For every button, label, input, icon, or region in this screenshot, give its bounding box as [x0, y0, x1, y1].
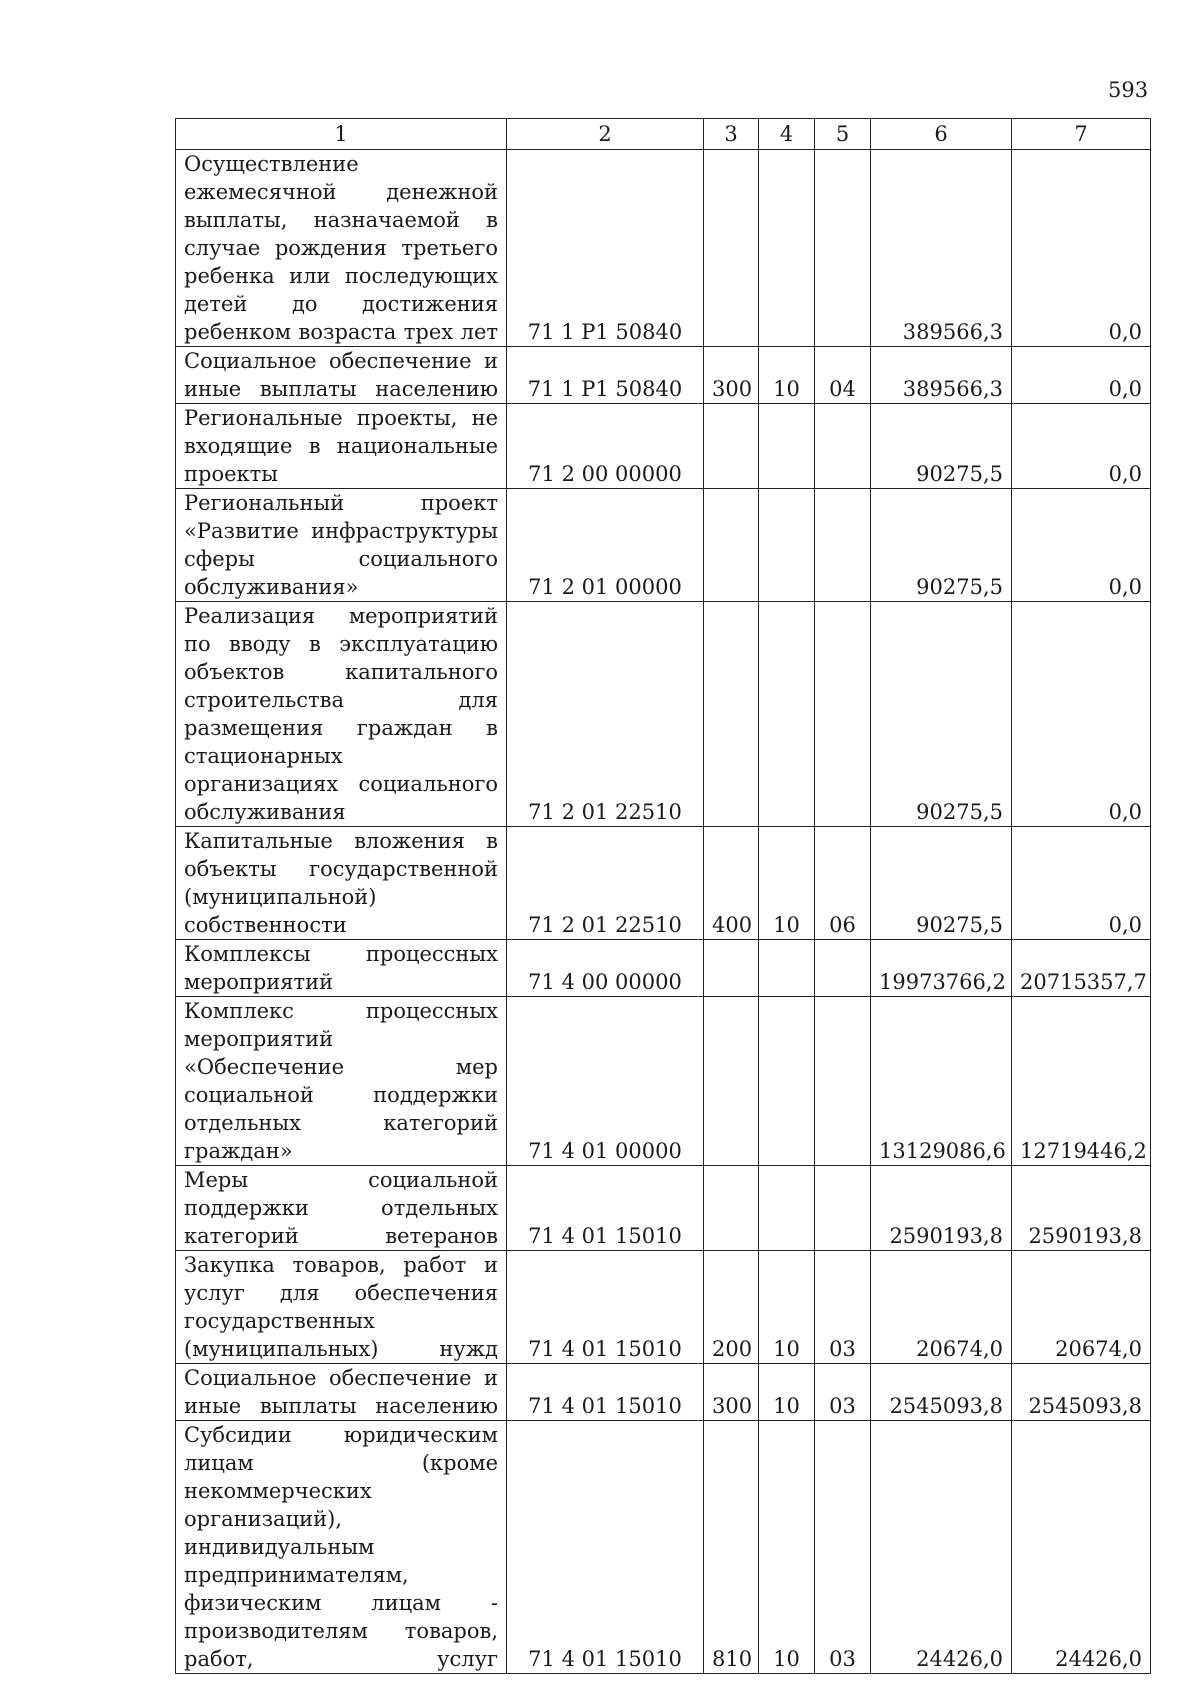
- cell-amount-year-1: 20674,0: [871, 1251, 1012, 1364]
- column-header: 7: [1012, 119, 1151, 150]
- cell-section: 10: [759, 1421, 815, 1674]
- cell-target-code: 71 4 01 00000: [507, 997, 704, 1166]
- table-row: [176, 997, 1151, 1166]
- table-body: [176, 150, 1151, 1674]
- cell-expense-type: 300: [704, 1364, 759, 1421]
- column-header: 2: [507, 119, 704, 150]
- cell-amount-year-2: 0,0: [1012, 404, 1151, 489]
- cell-subsection: [815, 602, 871, 827]
- table-row: [176, 1166, 1151, 1251]
- cell-name: Реализация мероприятий по вводу в эксплуатацию объектов капитального строительства для размещения граждан в стационарных организациях социального обслуживания: [176, 602, 507, 827]
- page-number: 593: [1108, 78, 1149, 102]
- cell-amount-year-2: 12719446,2: [1012, 997, 1151, 1166]
- cell-target-code: 71 4 01 15010: [507, 1364, 704, 1421]
- cell-subsection: [815, 997, 871, 1166]
- cell-section: [759, 150, 815, 347]
- cell-target-code: 71 1 P1 50840: [507, 347, 704, 404]
- table-row: [176, 1251, 1151, 1364]
- cell-expense-type: [704, 150, 759, 347]
- cell-section: [759, 1166, 815, 1251]
- cell-subsection: 03: [815, 1364, 871, 1421]
- cell-amount-year-2: 24426,0: [1012, 1421, 1151, 1674]
- cell-expense-type: [704, 489, 759, 602]
- cell-amount-year-2: 0,0: [1012, 150, 1151, 347]
- cell-amount-year-2: 20674,0: [1012, 1251, 1151, 1364]
- cell-section: [759, 997, 815, 1166]
- cell-amount-year-1: 24426,0: [871, 1421, 1012, 1674]
- cell-subsection: [815, 1166, 871, 1251]
- cell-target-code: 71 2 01 22510: [507, 827, 704, 940]
- cell-name: Субсидии юридическим лицам (кроме некоммерческих организаций), индивидуальным предпринимателям, физическим лицам - производителям товаров, работ, услуг: [176, 1421, 507, 1674]
- cell-amount-year-2: 2545093,8: [1012, 1364, 1151, 1421]
- cell-amount-year-1: 90275,5: [871, 827, 1012, 940]
- cell-name: Капитальные вложения в объекты государственной (муниципальной) собственности: [176, 827, 507, 940]
- cell-name: Осуществление ежемесячной денежной выплаты, назначаемой в случае рождения третьего ребенка или последующих детей до достижения ребенком возраста трех лет: [176, 150, 507, 347]
- column-header: 5: [815, 119, 871, 150]
- cell-amount-year-1: 2545093,8: [871, 1364, 1012, 1421]
- cell-name: Комплексы процессных мероприятий: [176, 940, 507, 997]
- cell-amount-year-1: 13129086,6: [871, 997, 1012, 1166]
- cell-expense-type: [704, 997, 759, 1166]
- cell-name: Меры социальной поддержки отдельных категорий ветеранов: [176, 1166, 507, 1251]
- table-row: [176, 150, 1151, 347]
- cell-name: Комплекс процессных мероприятий «Обеспечение мер социальной поддержки отдельных категорий граждан»: [176, 997, 507, 1166]
- cell-subsection: [815, 489, 871, 602]
- cell-expense-type: [704, 1166, 759, 1251]
- table-row: [176, 1364, 1151, 1421]
- column-header: 1: [176, 119, 507, 150]
- cell-amount-year-1: 90275,5: [871, 602, 1012, 827]
- cell-section: 10: [759, 827, 815, 940]
- cell-expense-type: 810: [704, 1421, 759, 1674]
- header-row: [176, 119, 1151, 150]
- cell-expense-type: [704, 404, 759, 489]
- table-row: [176, 347, 1151, 404]
- cell-target-code: 71 4 01 15010: [507, 1251, 704, 1364]
- cell-name: Закупка товаров, работ и услуг для обеспечения государственных (муниципальных) нужд: [176, 1251, 507, 1364]
- column-header: 4: [759, 119, 815, 150]
- cell-target-code: 71 2 00 00000: [507, 404, 704, 489]
- cell-section: [759, 940, 815, 997]
- column-header: 3: [704, 119, 759, 150]
- cell-amount-year-2: 2590193,8: [1012, 1166, 1151, 1251]
- cell-section: 10: [759, 1364, 815, 1421]
- cell-amount-year-1: 389566,3: [871, 150, 1012, 347]
- cell-expense-type: 400: [704, 827, 759, 940]
- table-row: [176, 404, 1151, 489]
- cell-expense-type: [704, 602, 759, 827]
- cell-target-code: 71 4 01 15010: [507, 1421, 704, 1674]
- cell-section: 10: [759, 1251, 815, 1364]
- cell-amount-year-1: 19973766,2: [871, 940, 1012, 997]
- cell-expense-type: 300: [704, 347, 759, 404]
- cell-subsection: [815, 404, 871, 489]
- cell-target-code: 71 4 01 15010: [507, 1166, 704, 1251]
- cell-section: [759, 404, 815, 489]
- table-row: [176, 489, 1151, 602]
- table-row: [176, 827, 1151, 940]
- cell-name: Региональный проект «Развитие инфраструктуры сферы социального обслуживания»: [176, 489, 507, 602]
- cell-target-code: 71 2 01 00000: [507, 489, 704, 602]
- cell-subsection: 03: [815, 1251, 871, 1364]
- cell-expense-type: [704, 940, 759, 997]
- cell-name: Региональные проекты, не входящие в национальные проекты: [176, 404, 507, 489]
- cell-expense-type: 200: [704, 1251, 759, 1364]
- cell-target-code: 71 4 00 00000: [507, 940, 704, 997]
- cell-subsection: 03: [815, 1421, 871, 1674]
- cell-name: Социальное обеспечение и иные выплаты населению: [176, 1364, 507, 1421]
- table-row: [176, 602, 1151, 827]
- cell-subsection: [815, 940, 871, 997]
- cell-subsection: 04: [815, 347, 871, 404]
- cell-amount-year-1: 389566,3: [871, 347, 1012, 404]
- cell-name: Социальное обеспечение и иные выплаты населению: [176, 347, 507, 404]
- table-row: [176, 940, 1151, 997]
- cell-target-code: 71 2 01 22510: [507, 602, 704, 827]
- cell-target-code: 71 1 P1 50840: [507, 150, 704, 347]
- cell-amount-year-2: 0,0: [1012, 602, 1151, 827]
- cell-amount-year-1: 90275,5: [871, 489, 1012, 602]
- column-header: 6: [871, 119, 1012, 150]
- cell-amount-year-1: 90275,5: [871, 404, 1012, 489]
- cell-section: 10: [759, 347, 815, 404]
- table-row: [176, 1421, 1151, 1674]
- cell-subsection: 06: [815, 827, 871, 940]
- cell-section: [759, 489, 815, 602]
- cell-section: [759, 602, 815, 827]
- cell-amount-year-1: 2590193,8: [871, 1166, 1012, 1251]
- cell-amount-year-2: 0,0: [1012, 489, 1151, 602]
- cell-amount-year-2: 20715357,7: [1012, 940, 1151, 997]
- cell-subsection: [815, 150, 871, 347]
- cell-amount-year-2: 0,0: [1012, 827, 1151, 940]
- cell-amount-year-2: 0,0: [1012, 347, 1151, 404]
- budget-table: [175, 118, 1151, 1674]
